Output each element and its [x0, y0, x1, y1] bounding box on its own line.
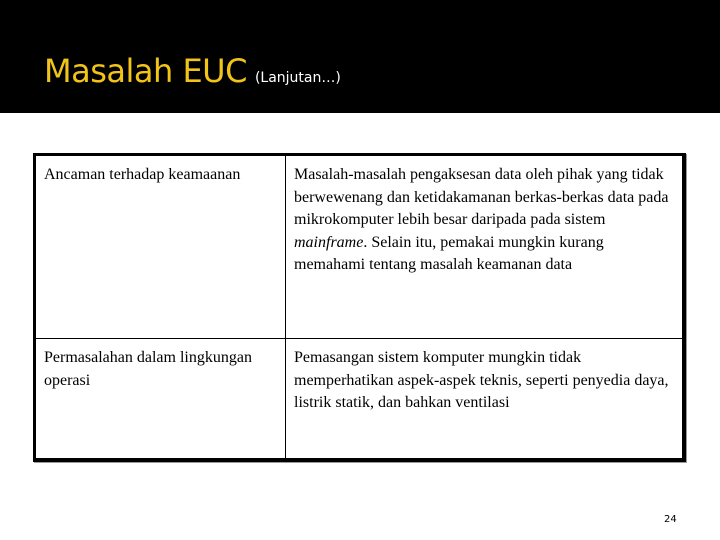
row-description-text: Masalah-masalah pengaksesan data oleh pihak yang tidak berwewenang dan ketidakamanan berkas-berkas data pada mikrokomputer lebih besar daripada pada sistem: [294, 166, 669, 228]
table-row: [36, 339, 682, 459]
row-description-emphasis: mainframe: [294, 233, 364, 251]
title-bar: [0, 0, 720, 113]
row-label-cell: Permasalahan dalam lingkungan operasi: [36, 339, 286, 459]
row-label-cell: Ancaman terhadap keamaanan: [36, 156, 286, 339]
content-table: [33, 153, 686, 462]
row-description-cell: [286, 339, 683, 459]
slide-title-subtitle: (Lanjutan…): [254, 70, 341, 86]
row-description-text-end: . Selain itu, pemakai mungkin kurang memahami tentang masalah keamanan data: [294, 233, 604, 273]
slide-title-main: Masalah EUC: [44, 52, 247, 90]
table-row: [36, 156, 682, 339]
row-description-cell: [286, 156, 683, 339]
slide-title: [44, 52, 341, 90]
page-number: 24: [664, 514, 677, 525]
row-description-text: Pemasangan sistem komputer mungkin tidak memperhatikan aspek-aspek teknis, seperti penyedia daya, listrik statik, dan bahkan ventilasi: [294, 349, 669, 411]
